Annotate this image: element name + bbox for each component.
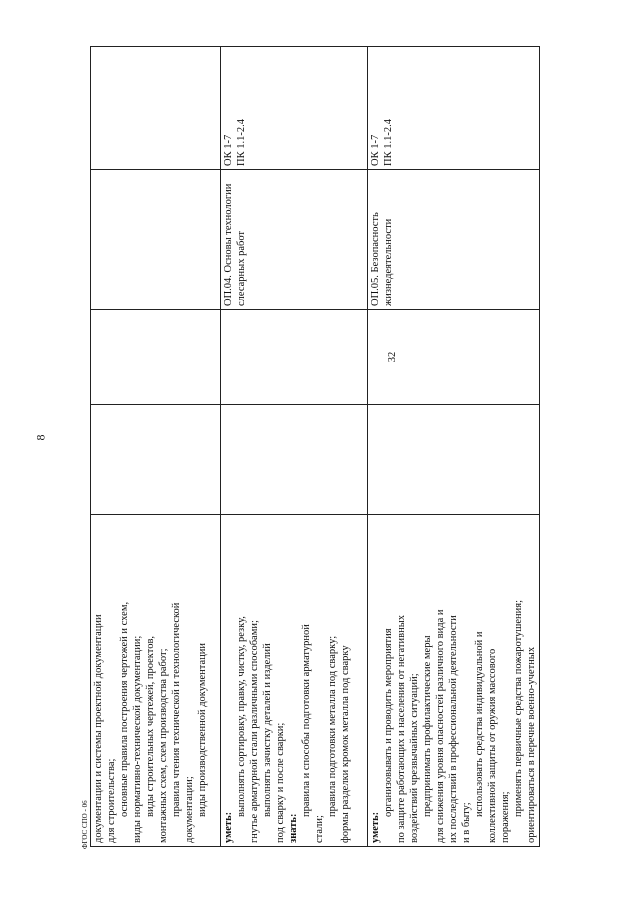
text-line: правила чтения технической и технологической <box>171 602 182 817</box>
table-row <box>91 47 221 847</box>
competences-cell <box>91 47 221 170</box>
hours-cell <box>221 310 368 405</box>
text-line: для строительства; <box>106 758 117 843</box>
competences-cell: ОК 1-7 ПК 1.1-2.4 <box>368 47 540 170</box>
text-line: коллективной защиты от оружия массового <box>487 648 498 843</box>
knowledge-skills-cell <box>368 515 540 847</box>
knowledge-skills-cell <box>91 515 221 847</box>
text-line: виды нормативно-технической документации; <box>132 635 143 843</box>
max-load-cell <box>221 405 368 515</box>
table-row <box>221 47 368 847</box>
curriculum-table <box>90 46 540 847</box>
text-line: применять первичные средства пожаротушения; <box>513 599 524 817</box>
knowledge-skills-cell <box>221 515 368 847</box>
max-load-cell <box>368 405 540 515</box>
text-line: виды производственной документации <box>197 642 208 817</box>
text-line: использовать средства индивидуальной и <box>474 631 485 817</box>
text-line: формы разделки кромок металла под сварку <box>340 645 351 843</box>
text-line: организовывать и проводить мероприятия <box>383 628 394 817</box>
text-line: воздействий чрезвычайных ситуаций; <box>409 673 420 843</box>
text-line: виды строительных чертежей, проектов, <box>145 635 156 817</box>
table-body <box>91 47 540 847</box>
text-line: гнутье арматурной стали различными способами; <box>249 620 260 843</box>
text-line: для снижения уровня опасностей различного вида и <box>435 609 446 843</box>
text-line: монтажных схем, схем производства работ; <box>158 648 169 843</box>
text-line: выполнять сортировку, правку, чистку, резку, <box>236 616 247 817</box>
max-load-cell <box>91 405 221 515</box>
text-line: уметь: <box>370 811 381 843</box>
text-line: под сварку и после сварки; <box>275 722 286 843</box>
hours-cell <box>91 310 221 405</box>
page-number: 8 <box>33 434 48 441</box>
discipline-cell: ОП.05. Безопасность жизнедеятельности <box>368 170 540 310</box>
discipline-cell <box>91 170 221 310</box>
text-line: их последствий в профессиональной деятельности <box>448 615 459 843</box>
text-line: правила и способы подготовки арматурной <box>301 624 312 817</box>
text-line: ориентироваться в перечне военно-учетных <box>526 646 537 843</box>
text-line: стали; <box>314 815 325 843</box>
text-line: поражения; <box>500 791 511 843</box>
rotated-table-wrapper <box>90 47 537 847</box>
text-line: выполнять зачистку деталей и изделий <box>262 643 273 817</box>
competences-cell: ОК 1-7 ПК 1.1-2.4 <box>221 47 368 170</box>
text-line: предпринимать профилактические меры <box>422 635 433 817</box>
text-line: уметь: <box>223 811 234 843</box>
text-line: документации и системы проектной документации <box>93 614 104 843</box>
text-line: знать: <box>288 813 299 843</box>
text-line: документации; <box>184 776 195 843</box>
text-line: правила подготовки металла под сварку; <box>327 635 338 817</box>
text-line: основные правила построения чертежей и схем, <box>119 601 130 817</box>
footer-code: ФГОС СПО - 06 <box>81 800 89 849</box>
table-row <box>368 47 540 847</box>
hours-cell: 32 <box>368 310 540 405</box>
text-line: по защите работающих и населения от негативных <box>396 614 407 843</box>
discipline-cell: ОП.04. Основы технологии слесарных работ <box>221 170 368 310</box>
text-line: и в быту; <box>461 802 472 843</box>
